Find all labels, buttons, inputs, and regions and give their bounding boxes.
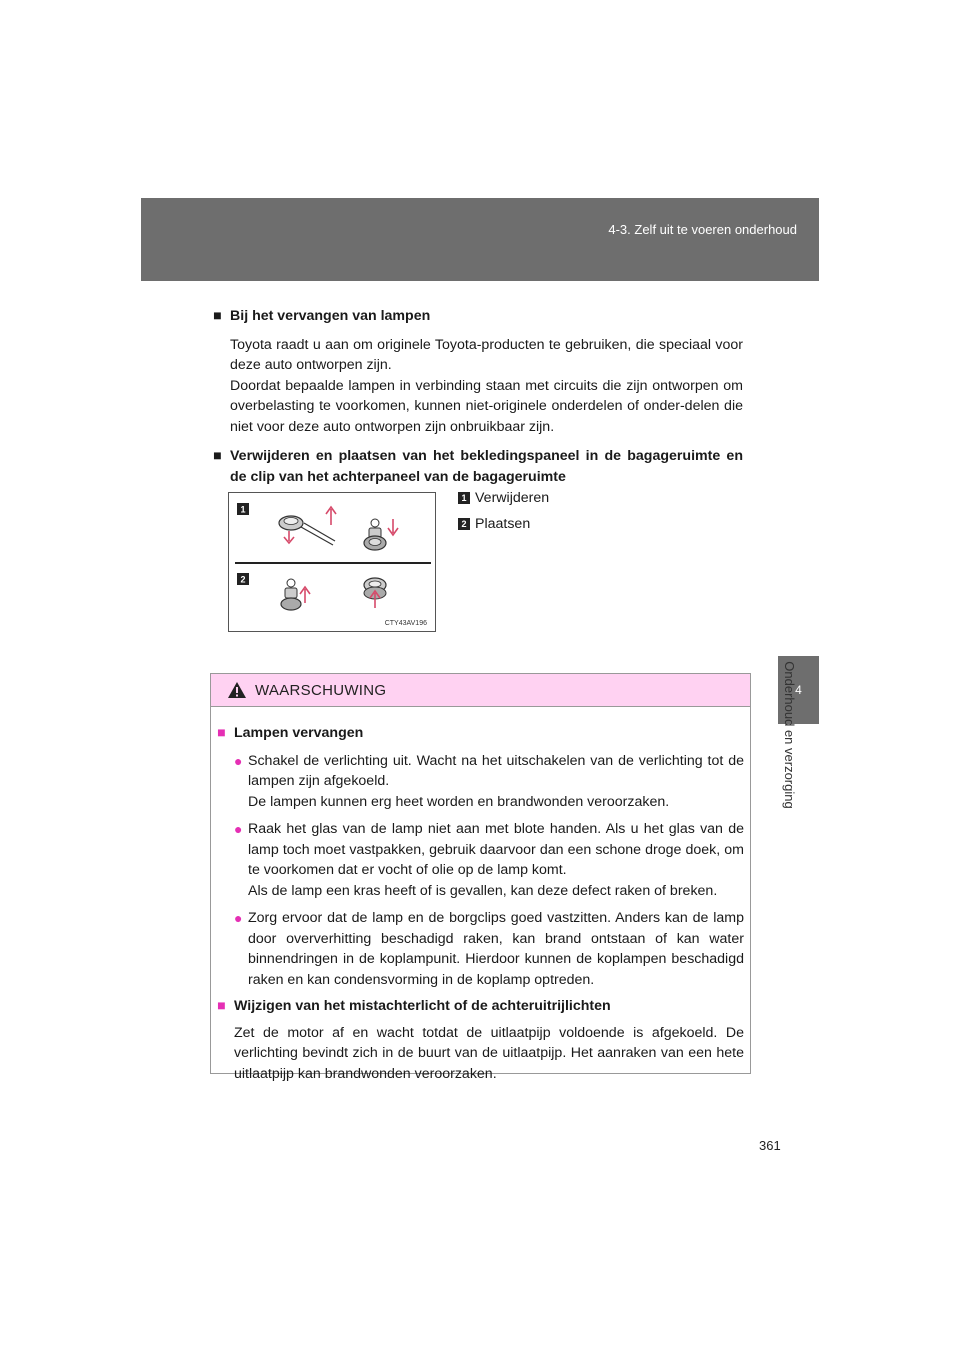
- circle-bullet-icon: ●: [234, 752, 243, 769]
- clip-pin-icon: [287, 579, 295, 587]
- chapter-label: Onderhoud en verzorging: [782, 661, 797, 809]
- figure-legend: [458, 488, 549, 540]
- warning-box: [210, 673, 751, 1082]
- legend-label: Plaatsen: [475, 516, 531, 532]
- bullet1a: Schakel de verlichting uit. Wacht na het uitschakelen van de verlichting tot de lampen zijn afgekoeld.: [248, 752, 744, 789]
- section1-paragraph: [230, 335, 743, 438]
- section1-text-b: Doordat bepaalde lampen in verbinding staan met circuits die zijn ontworpen om overbelasting te voorkomen, kunnen niet-originele onderdelen of onder-delen die niet voor deze auto ontworpen zijn onbruikbaar zijn.: [230, 377, 743, 435]
- legend-number: 2: [458, 518, 470, 530]
- warning-section-title: [217, 996, 744, 1017]
- legend-item: [458, 514, 549, 534]
- arrow-down-icon: [388, 519, 398, 535]
- warning-header: [211, 674, 750, 707]
- bullet2b: Als de lamp een kras heeft of is gevallen, kan deze defect raken of breken.: [248, 882, 718, 899]
- main-content: [213, 306, 743, 487]
- bullet-text: [248, 819, 744, 901]
- clip-base-icon: [281, 598, 301, 610]
- clip-pin-icon: [371, 519, 379, 527]
- bullet1b: De lampen kunnen erg heet worden en brandwonden veroorzaken.: [248, 793, 670, 810]
- header-bar: [141, 198, 819, 281]
- warning-section-title: [217, 723, 744, 744]
- chapter-number: 4: [795, 683, 802, 697]
- section1-title: Bij het vervangen van lampen: [230, 308, 431, 324]
- bullet-text: [248, 751, 744, 813]
- section-title: [213, 446, 743, 487]
- warning-title: WAARSCHUWING: [255, 681, 387, 699]
- legend-number: 1: [458, 492, 470, 504]
- circle-bullet-icon: ●: [234, 910, 243, 926]
- arrow-up-icon: [300, 587, 310, 603]
- warning-bullet: [234, 819, 744, 901]
- bullet3: Zorg ervoor dat de lamp en de borgclips goed vastzitten. Anders kan de lamp door oververhitting beschadigd raken, kan brand ontstaan of kan water binnendringen in de koplampunit. Hierdoor kunnen de koplampen beschadigd raken en kan condensvorming in de koplamp optreden.: [248, 910, 744, 988]
- figure-code: CTY43AV196: [384, 620, 427, 627]
- square-bullet-icon: ■: [213, 448, 222, 464]
- warning-bullet: [234, 751, 744, 813]
- warning-sec2-title: Wijzigen van het mistachterlicht of de achteruitrijlichten: [234, 998, 611, 1014]
- section-header: 4-3. Zelf uit te voeren onderhoud: [608, 222, 797, 237]
- warning-body: [211, 707, 750, 1084]
- circle-bullet-icon: ●: [234, 821, 243, 837]
- step-1-number: 1: [240, 504, 246, 515]
- section1-text-a: Toyota raadt u aan om originele Toyota-producten te gebruiken, die speciaal voor deze auto ontworpen zijn.: [230, 336, 743, 373]
- clip-diagram-svg: [229, 493, 435, 631]
- clip-illustration: [228, 492, 436, 632]
- legend-label: Verwijderen: [475, 490, 550, 506]
- arrow-down-icon: [284, 531, 294, 543]
- warning-sec1-title: Lampen vervangen: [234, 725, 364, 741]
- square-bullet-icon: ■: [217, 998, 226, 1014]
- step-2-number: 2: [240, 574, 246, 585]
- square-bullet-icon: ■: [213, 308, 222, 324]
- warning-bullet: [234, 908, 744, 990]
- page-number: 361: [759, 1138, 781, 1153]
- warning-triangle-icon: [227, 681, 247, 699]
- legend-item: [458, 488, 549, 508]
- section2-title: Verwijderen en plaatsen van het bekledingspaneel in de bagageruimte en de clip van het achterpaneel van de bagageruimte: [230, 448, 743, 485]
- warning-sec2-paragraph: Zet de motor af en wacht totdat de uitlaatpijp voldoende is afgekoeld. De verlichting bevindt zich in de buurt van de uitlaatpijp. Het aanraken van een hete uitlaatpijp kan brandwonden veroorzaken.: [234, 1024, 744, 1082]
- screwdriver-icon: [304, 523, 335, 541]
- arrow-up-icon: [326, 507, 336, 525]
- bullet2a: Raak het glas van de lamp niet aan met blote handen. Als u het glas van de lamp toch moet vastpakken, gebruik daarvoor dan een schone droge doek, om te voorkomen dat er vocht of olie op de lamp komt.: [248, 821, 744, 878]
- square-bullet-icon: ■: [217, 725, 226, 741]
- section-title: [213, 306, 743, 327]
